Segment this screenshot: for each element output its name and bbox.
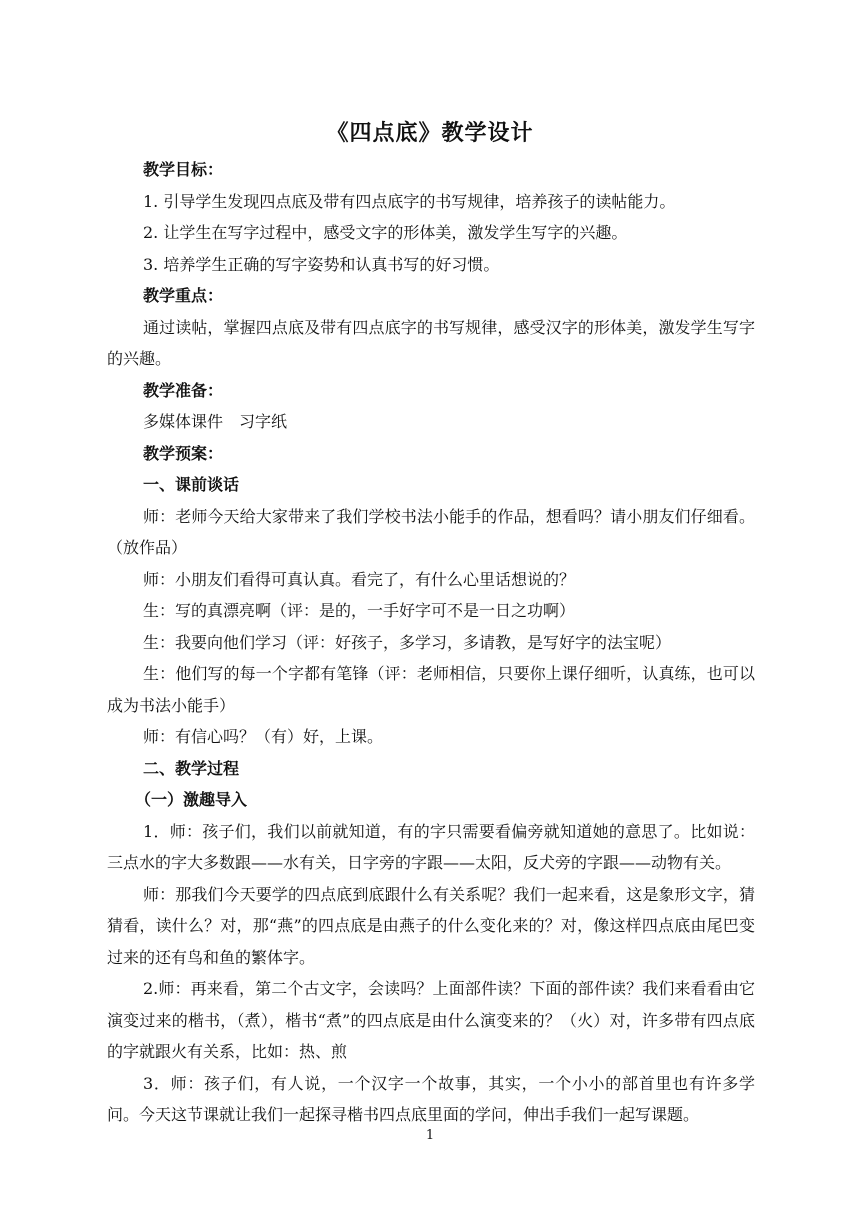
heading-section-2: 二、教学过程 [143, 758, 240, 778]
document-body [107, 154, 755, 1131]
paragraph: 1. 引导学生发现四点底及带有四点底字的书写规律，培养孩子的读帖能力。 [143, 191, 676, 211]
paragraph: 生：他们写的每一个字都有笔锋（评：老师相信，只要你上课仔细听，认真练，也可以成为书法小能手） [107, 664, 755, 715]
paragraph: 生：写的真漂亮啊（评：是的，一手好字可不是一日之功啊） [143, 601, 576, 620]
paragraph: 通过读帖，掌握四点底及带有四点底字的书写规律，感受汉字的形体美，激发学生写字的兴趣。 [107, 317, 755, 368]
paragraph: 多媒体课件 习字纸 [143, 412, 288, 431]
paragraph: 3. 培养学生正确的写字姿势和认真书写的好习惯。 [143, 254, 500, 274]
heading-section-1: 一、课前谈话 [143, 475, 240, 494]
heading-plan: 教学预案： [143, 443, 224, 463]
paragraph: 师：老师今天给大家带来了我们学校书法小能手的作品，想看吗？请小朋友们仔细看。（放作品） [107, 506, 755, 557]
page-number: 1 [425, 1128, 435, 1143]
paragraph: 3．师：孩子们，有人说，一个汉字一个故事，其实，一个小小的部首里也有许多学问。今天这节课就让我们一起探寻楷书四点底里面的学问，伸出手我们一起写课题。 [107, 1073, 755, 1124]
paragraph: 师：那我们今天要学的四点底到底跟什么有关系呢？我们一起来看，这是象形文字，猜猜看，读什么？对，那“燕”的四点底是由燕子的什么变化来的？对，像这样四点底由尾巴变过来的还有鸟和鱼的繁体字。 [107, 884, 755, 967]
heading-key-points: 教学重点： [143, 286, 224, 305]
paragraph: 1．师：孩子们，我们以前就知道，有的字只需要看偏旁就知道她的意思了。比如说：三点水的字大多数跟——水有关，日字旁的字跟——太阳，反犬旁的字跟——动物有关。 [107, 821, 755, 872]
document-title: 《四点底》教学设计 [326, 121, 534, 146]
heading-teaching-goals: 教学目标： [143, 160, 224, 179]
paragraph: 2. 让学生在写字过程中，感受文字的形体美，激发学生写字的兴趣。 [143, 223, 628, 242]
paragraph: 师：有信心吗？（有）好，上课。 [143, 727, 384, 746]
paragraph: 师：小朋友们看得可真认真。看完了，有什么心里话想说的？ [143, 569, 576, 589]
heading-preparation: 教学准备： [143, 380, 224, 400]
paragraph: 生：我要向他们学习（评：好孩子，多学习，多请教，是写好字的法宝呢） [143, 632, 672, 652]
paragraph: 2.师：再来看，第二个古文字，会读吗？上面部件读？下面的部件读？我们来看看由它演变过来的楷书，（煮），楷书“煮”的四点底是由什么演变来的？（火）对，许多带有四点底的字就跟火有关系，比如：热、煎 [107, 979, 755, 1061]
heading-subsection-1: （一）激趣导入 [135, 790, 248, 809]
